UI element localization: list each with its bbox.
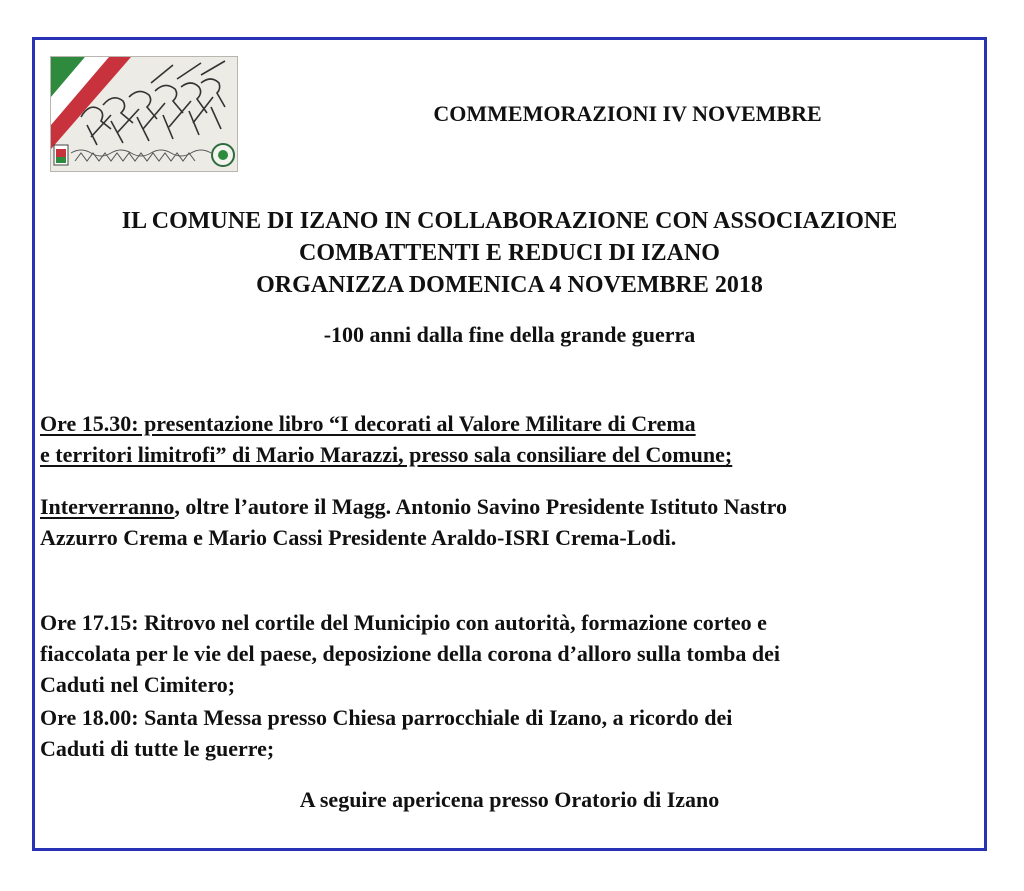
speakers-lead: Interverranno [40, 494, 175, 519]
final-note: A seguire apericena presso Oratorio di Izano [299, 787, 720, 812]
procession-line-3: Caduti nel Cimitero; [40, 672, 236, 697]
speakers-line-1-rest: , oltre l’autore il Magg. Antonio Savino Presidente Istituto Nastro [174, 494, 787, 519]
announcement-line-3: ORGANIZZA DOMENICA 4 NOVEMBRE 2018 [256, 272, 763, 298]
announcement-subtitle: -100 anni dalla fine della grande guerra [323, 322, 696, 347]
municipal-crest-icon [54, 145, 68, 165]
announcement-line-1: IL COMUNE DI IZANO IN COLLABORAZIONE CON ASSOCIAZIONE [121, 208, 898, 234]
announcement-line-2: COMBATTENTI E REDUCI DI IZANO [299, 240, 720, 266]
book-presentation-line-2: e territori limitrofi” di Mario Marazzi, presso sala consiliare del Comune; [40, 442, 733, 467]
speakers-line-2: Azzurro Crema e Mario Cassi Presidente Araldo-ISRI Crema-Lodi. [40, 525, 677, 550]
speakers-line-1 [40, 491, 787, 522]
procession-line-2: fiaccolata per le vie del paese, deposizione della corona d’alloro sulla tomba dei [40, 641, 781, 666]
procession-line-1: Ore 17.15: Ritrovo nel cortile del Municipio con autorità, formazione corteo e [40, 610, 767, 635]
mass-line-2: Caduti di tutte le guerre; [40, 736, 275, 761]
mass-line-1: Ore 18.00: Santa Messa presso Chiesa parrocchiale di Izano, a ricordo dei [40, 705, 733, 730]
page-title: COMMEMORAZIONI IV NOVEMBRE [433, 101, 822, 126]
veterans-association-crest-icon [212, 144, 234, 166]
commemoration-logo [50, 56, 238, 172]
soldiers-illustration-icon [51, 57, 237, 171]
book-presentation-line-1: Ore 15.30: presentazione libro “I decorati al Valore Militare di Crema [40, 411, 696, 436]
